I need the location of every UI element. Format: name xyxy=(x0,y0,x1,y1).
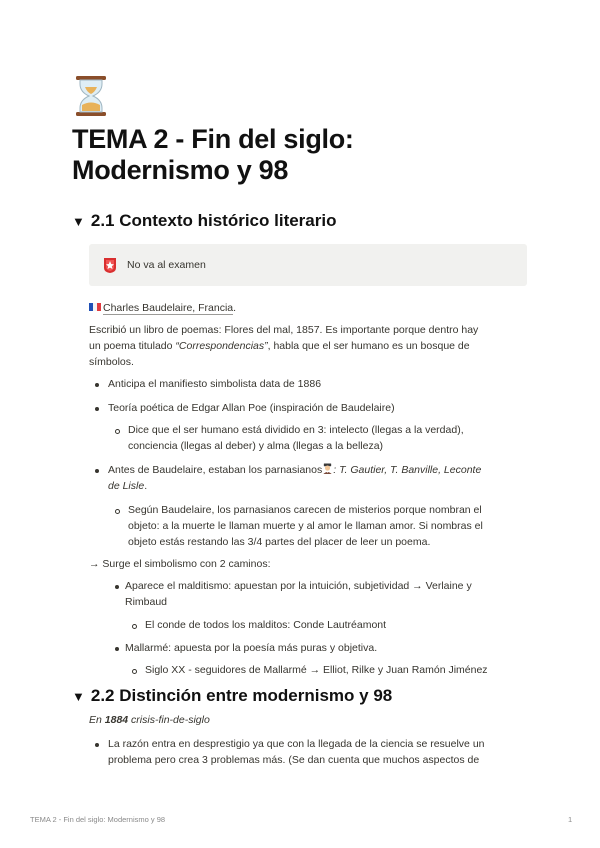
list-item-cont: problema pero crea 3 problemas más. (Se dan cuenta que muchos aspectos de xyxy=(108,754,480,766)
list-item-sub: Siglo XX - seguidores de Mallarmé → Elliot, Rilke y Juan Ramón Jiménez xyxy=(145,664,488,676)
list-item-sub: Según Baudelaire, los parnasianos carecen de misterios porque nombran el xyxy=(128,504,482,516)
list-item: Aparece el malditismo: apuestan por la intuición, subjetividad → Verlaine y xyxy=(125,580,472,592)
bullet-dot xyxy=(95,383,99,387)
footer-title: TEMA 2 - Fin del siglo: Modernismo y 98 xyxy=(30,815,166,824)
list-item-sub: objeto estás restando las 3/4 partes del placer de leer un poema. xyxy=(128,536,431,548)
bullet-circle xyxy=(115,429,120,434)
list-item-sub: conciencia (llegas al deber) y alma (llegas a la belleza) xyxy=(128,440,384,452)
poet-icon xyxy=(322,463,333,474)
paragraph-line-3: símbolos. xyxy=(89,356,134,368)
bullet-circle xyxy=(132,669,137,674)
bullet-dot xyxy=(95,469,99,473)
section-heading-distincion[interactable]: ▼ 2.2 Distinción entre modernismo y 98 xyxy=(72,686,393,705)
list-item: Teoría poética de Edgar Allan Poe (inspiración de Baudelaire) xyxy=(108,402,395,414)
list-item: Mallarmé: apuesta por la poesía más puras y objetiva. xyxy=(125,642,378,654)
bullet-dot xyxy=(95,407,99,411)
section-intro: En 1884 crisis-fin-de-siglo xyxy=(89,714,210,726)
list-item: La razón entra en desprestigio ya que con la llegada de la ciencia se resuelve un xyxy=(108,738,485,750)
list-item-sub: Dice que el ser humano está dividido en 3: intelecto (llegas a la verdad), xyxy=(128,424,464,436)
page-title: TEMA 2 - Fin del siglo: Modernismo y 98 xyxy=(72,124,354,185)
footer-page-number: 1 xyxy=(568,815,573,824)
hourglass-icon xyxy=(73,76,109,116)
author-link[interactable]: Charles Baudelaire, Francia xyxy=(103,302,234,314)
list-item-sub: El conde de todos los malditos: Conde Lautréamont xyxy=(145,619,387,631)
france-flag-icon xyxy=(89,303,101,311)
list-item-sub: objeto: a la muerte le llaman muerte y al amor le llaman amor. Si nombras el xyxy=(128,520,483,532)
callout-box xyxy=(89,244,527,286)
paragraph-line-2: un poema titulado “Correspondencias”, habla que el ser humano es un bosque de xyxy=(89,340,470,352)
list-item-cont: de Lisle. xyxy=(108,480,148,492)
section-heading-contexto[interactable]: ▼ 2.1 Contexto histórico literario xyxy=(72,211,337,230)
arrow-line: → Surge el simbolismo con 2 caminos: xyxy=(89,558,271,570)
list-item: Anticipa el manifiesto simbolista data de 1886 xyxy=(108,378,322,390)
toggle-triangle-icon[interactable]: ▼ xyxy=(72,213,85,229)
bullet-circle xyxy=(132,624,137,629)
bullet-dot xyxy=(115,647,119,651)
warning-icon xyxy=(101,256,119,274)
list-item-cont: Rimbaud xyxy=(125,596,168,608)
list-item: Antes de Baudelaire, estaban los parnasianos : T. Gautier, T. Banville, Leconte xyxy=(108,464,482,476)
bullet-dot xyxy=(95,743,99,747)
paragraph-line-1: Escribió un libro de poemas: Flores del mal, 1857. Es importante porque dentro hay xyxy=(89,324,479,336)
author-line: Charles Baudelaire, Francia. xyxy=(89,300,236,316)
callout-text: No va al examen xyxy=(127,259,206,271)
bullet-dot xyxy=(115,585,119,589)
bullet-circle xyxy=(115,509,120,514)
toggle-triangle-icon[interactable]: ▼ xyxy=(72,688,85,704)
